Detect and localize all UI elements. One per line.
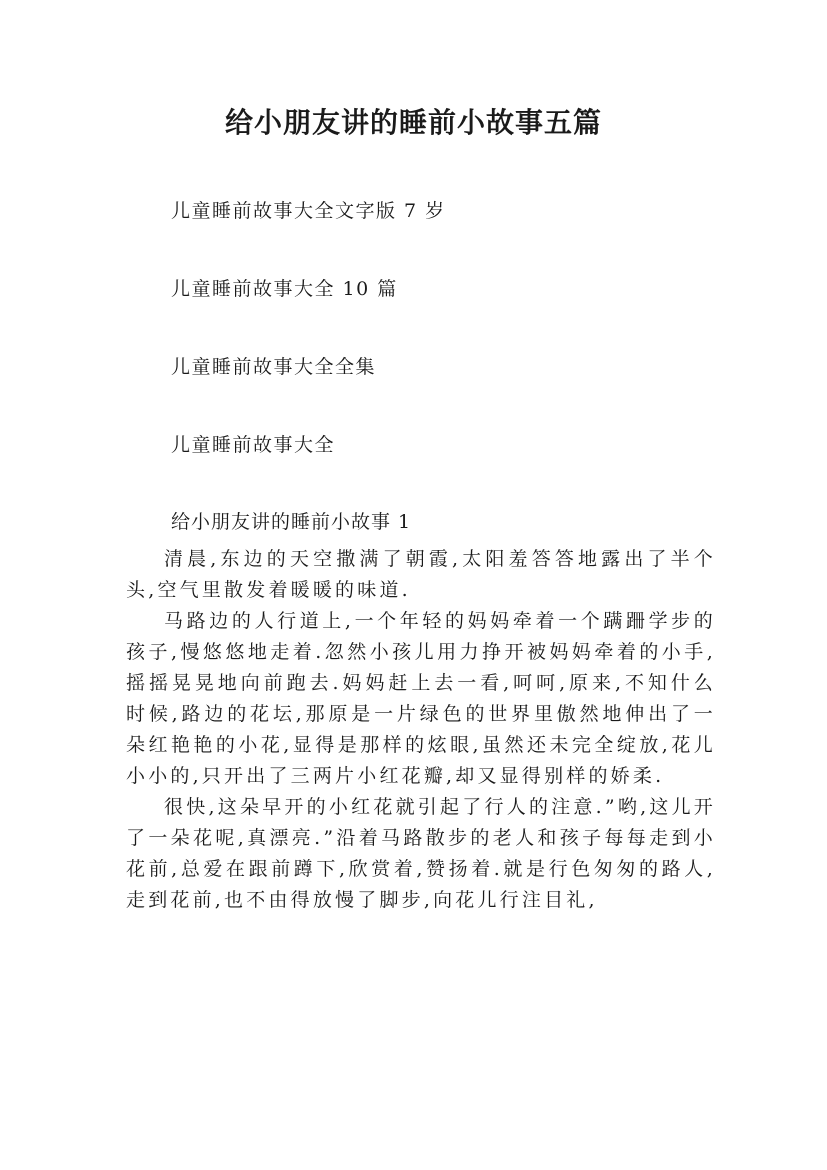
story-heading: 给小朋友讲的睡前小故事 1 — [171, 511, 412, 533]
story-paragraph-1: 清晨,东边的天空撒满了朝霞,太阳羞答答地露出了半个头,空气里散发着暖暖的味道. — [126, 548, 716, 601]
story-body — [126, 544, 716, 916]
document-title: 给小朋友讲的睡前小故事五篇 — [224, 106, 602, 139]
related-link-3[interactable]: 儿童睡前故事大全全集 — [171, 356, 377, 378]
related-link-4[interactable]: 儿童睡前故事大全 — [171, 434, 336, 456]
related-link-1[interactable]: 儿童睡前故事大全文字版 7 岁 — [171, 200, 446, 222]
story-paragraph-3: 很快,这朵早开的小红花就引起了行人的注意.”哟,这儿开了一朵花呢,真漂亮.”沿着马路散步的老人和孩子每每走到小花前,总爱在跟前蹲下,欣赏着,赞扬着.就是行色匆匆的路人,走到花前,也不由得放慢了脚步,向花儿行注目礼, — [126, 796, 716, 911]
related-link-2[interactable]: 儿童睡前故事大全 10 篇 — [171, 278, 398, 300]
story-paragraph-2: 马路边的人行道上,一个年轻的妈妈牵着一个蹒跚学步的孩子,慢悠悠地走着.忽然小孩儿用力挣开被妈妈牵着的小手,摇摇晃晃地向前跑去.妈妈赶上去一看,呵呵,原来,不知什么时候,路边的花坛,那原是一片绿色的世界里傲然地伸出了一朵红艳艳的小花,显得是那样的炫眼,虽然还未完全绽放,花儿小小的,只开出了三两片小红花瓣,却又显得别样的娇柔. — [126, 610, 716, 787]
